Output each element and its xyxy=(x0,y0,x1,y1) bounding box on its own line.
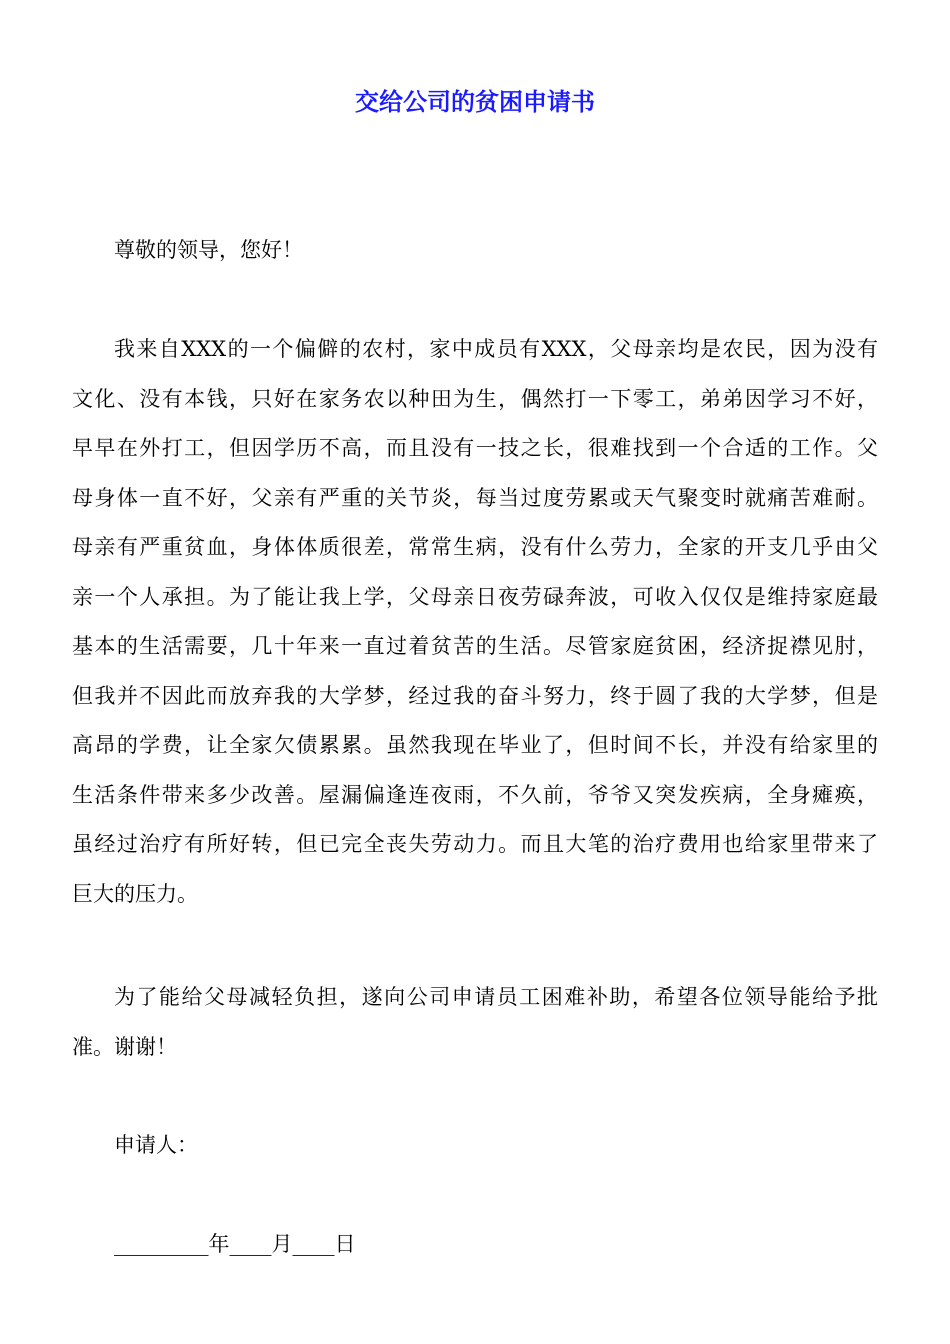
request-line: 为了能给父母减轻负担，遂向公司申请员工困难补助，希望各位领导能给予批 xyxy=(114,985,878,1009)
request-line: 准。谢谢！ xyxy=(72,1034,177,1059)
body-line: 生活条件带来多少改善。屋漏偏逢连夜雨，不久前，爷爷又突发疾病，全身瘫痪， xyxy=(72,782,878,807)
body-line: 亲一个人承担。为了能让我上学，父母亲日夜劳碌奔波，可收入仅仅是维持家庭最 xyxy=(72,584,878,609)
body-line: 我来自XXX的一个偏僻的农村，家中成员有XXX，父母亲均是农民，因为没有 xyxy=(114,337,878,361)
body-line: 母亲有严重贫血，身体体质很差，常常生病，没有什么劳力，全家的开支几乎由父 xyxy=(72,535,878,559)
body-line: 虽经过治疗有所好转，但已完全丧失劳动力。而且大笔的治疗费用也给家里带来了 xyxy=(72,832,878,856)
body-line: 但我并不因此而放弃我的大学梦，经过我的奋斗努力，终于圆了我的大学梦，但是 xyxy=(72,683,878,708)
document-title: 交给公司的贫困申请书 xyxy=(355,88,595,116)
applicant-label: 申请人： xyxy=(114,1133,198,1157)
body-paragraph xyxy=(72,325,878,919)
body-line: 高昂的学费，让全家欠债累累。虽然我现在毕业了，但时间不长，并没有给家里的 xyxy=(72,733,878,757)
body-line: 母身体一直不好，父亲有严重的关节炎，每当过度劳累或天气聚变时就痛苦难耐。 xyxy=(72,485,878,510)
request-paragraph xyxy=(72,973,878,1072)
body-line: 巨大的压力。 xyxy=(72,881,198,906)
body-line: 基本的生活需要，几十年来一直过着贫苦的生活。尽管家庭贫困，经济捉襟见肘， xyxy=(72,634,878,658)
body-line: 文化、没有本钱，只好在家务农以种田为生，偶然打一下零工，弟弟因学习不好， xyxy=(72,386,878,411)
body-line: 早早在外打工，但因学历不高，而且没有一技之长，很难找到一个合适的工作。父 xyxy=(72,436,878,460)
salutation: 尊敬的领导，您好！ xyxy=(114,238,303,262)
date-line: _________年____月____日 xyxy=(114,1232,356,1256)
